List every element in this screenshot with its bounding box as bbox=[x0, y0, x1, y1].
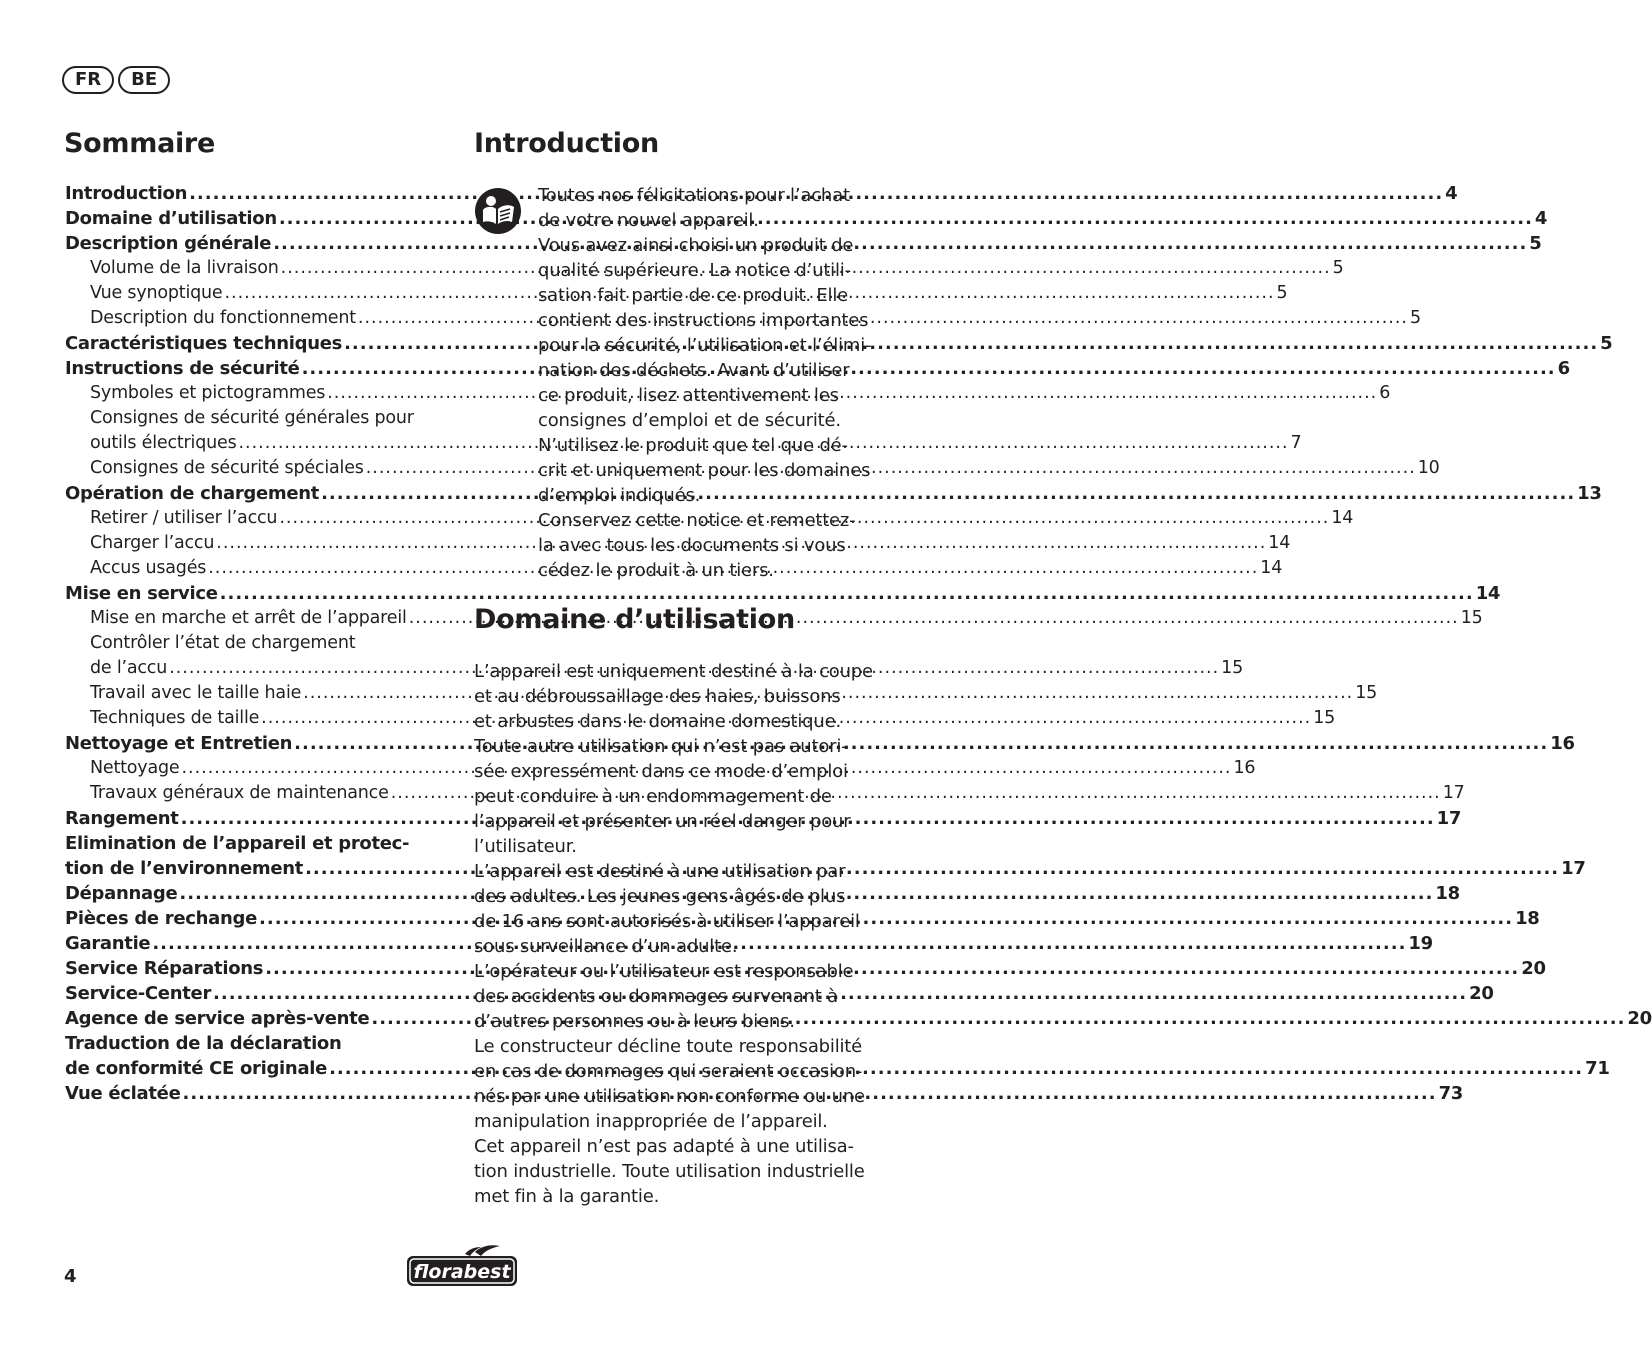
toc-entry-page: 17 bbox=[1436, 808, 1462, 829]
toc-leader-dots bbox=[358, 308, 1408, 328]
text-line: d’autres personnes ou à leurs biens. bbox=[474, 1011, 795, 1032]
toc-entry-page: 10 bbox=[1417, 458, 1440, 478]
toc-entry-title: Accus usagés bbox=[90, 558, 207, 578]
toc-leader-dots bbox=[265, 958, 1519, 979]
text-line: nation des déchets. Avant d’utiliser bbox=[538, 360, 850, 381]
toc-entry bbox=[65, 408, 444, 433]
toc-entry-page: 5 bbox=[1529, 233, 1542, 254]
toc-entry-page: 73 bbox=[1438, 1083, 1464, 1104]
toc-entry-page: 16 bbox=[1233, 758, 1256, 778]
text-line: des accidents ou dommages survenant à bbox=[474, 986, 838, 1007]
toc-entry-title: Introduction bbox=[65, 183, 188, 204]
text-line: sée expressément dans ce mode d’emploi bbox=[474, 761, 848, 782]
text-line: Conservez cette notice et remettez- bbox=[538, 510, 856, 531]
toc-entry-page: 4 bbox=[1534, 208, 1548, 229]
read-manual-icon bbox=[474, 187, 522, 235]
toc-entry-page: 14 bbox=[1268, 533, 1291, 553]
toc-entry-title: Service-Center bbox=[65, 983, 212, 1004]
logo-text: florabest bbox=[413, 1261, 511, 1283]
text-line: et au débroussaillage des haies, buissons bbox=[474, 686, 841, 707]
text-line: ce produit, lisez attentivement les bbox=[538, 385, 839, 406]
text-line: tion industrielle. Toute utilisation industrielle bbox=[474, 1161, 865, 1182]
text-line: sous surveillance d’un adulte. bbox=[474, 936, 738, 957]
toc-entry-title: Mise en service bbox=[65, 583, 218, 604]
toc-leader-dots bbox=[279, 208, 1533, 229]
toc-entry-page: 20 bbox=[1469, 983, 1494, 1004]
toc-entry-title: tion de l’environnement bbox=[65, 858, 304, 879]
introduction-title: Introduction bbox=[474, 128, 659, 159]
toc-entry-page: 71 bbox=[1585, 1058, 1610, 1079]
florabest-logo bbox=[405, 1244, 519, 1290]
toc-entry-page: 15 bbox=[1221, 658, 1244, 678]
toc-entry-page: 14 bbox=[1260, 558, 1283, 578]
toc-entry-title: Caractéristiques techniques bbox=[65, 333, 343, 354]
text-line: Le constructeur décline toute responsabilité bbox=[474, 1036, 863, 1057]
text-line: Toute autre utilisation qui n’est pas autori- bbox=[474, 736, 848, 757]
toc-entry-page: 18 bbox=[1435, 883, 1460, 904]
toc-entry-title: Agence de service après-vente bbox=[65, 1008, 370, 1029]
toc-entry-title: Retirer / utiliser l’accu bbox=[90, 508, 278, 528]
domaine-text bbox=[474, 659, 873, 1209]
text-line: d’emploi indiqués. bbox=[538, 485, 701, 506]
toc-entry-title: Domaine d’utilisation bbox=[65, 208, 277, 229]
toc-entry-title: Contrôler l’état de chargement bbox=[90, 633, 356, 653]
toc-entry-title: Opération de chargement bbox=[65, 483, 320, 504]
introduction-text bbox=[538, 183, 871, 583]
text-line: la avec tous les documents si vous bbox=[538, 535, 846, 556]
text-line: Cet appareil n’est pas adapté à une utilisa- bbox=[474, 1136, 854, 1157]
toc-entry bbox=[65, 833, 444, 858]
toc-entry-page: 15 bbox=[1355, 683, 1378, 703]
toc-entry-title: Description générale bbox=[65, 233, 272, 254]
toc-leader-dots bbox=[259, 908, 1513, 929]
toc-entry-title: de l’accu bbox=[90, 658, 168, 678]
toc-entry-page: 17 bbox=[1561, 858, 1586, 879]
toc-entry-title: Service Réparations bbox=[65, 958, 264, 979]
toc-entry-title: Consignes de sécurité générales pour bbox=[90, 408, 414, 428]
toc-entry-title: Garantie bbox=[65, 933, 151, 954]
text-line: l’appareil et présenter un réel danger pour bbox=[474, 811, 851, 832]
toc-entry-page: 13 bbox=[1577, 483, 1602, 504]
toc-entry-title: Traduction de la déclaration bbox=[65, 1033, 342, 1054]
toc-entry-title: Volume de la livraison bbox=[90, 258, 279, 278]
text-line: nés par une utilisation non conforme ou une bbox=[474, 1086, 865, 1107]
toc-entry-page: 17 bbox=[1442, 783, 1465, 803]
toc-entry bbox=[65, 633, 444, 658]
toc-entry-page: 5 bbox=[1409, 308, 1421, 328]
toc-entry-title: Elimination de l’appareil et protec- bbox=[65, 833, 410, 854]
language-badge-fr: FR bbox=[62, 66, 114, 94]
toc-leader-dots bbox=[220, 583, 1474, 604]
toc-entry-page: 18 bbox=[1515, 908, 1540, 929]
text-line: L’opérateur ou l’utilisateur est responsable bbox=[474, 961, 854, 982]
toc-entry-page: 19 bbox=[1408, 933, 1433, 954]
toc-entry bbox=[65, 583, 1501, 608]
language-badge-be: BE bbox=[118, 66, 170, 94]
toc-entry-page: 5 bbox=[1600, 333, 1613, 354]
toc-entry-page: 20 bbox=[1627, 1008, 1652, 1029]
text-line: contient des instructions importantes bbox=[538, 310, 869, 331]
toc-entry-title: Rangement bbox=[65, 808, 179, 829]
text-line: L’appareil est destiné à une utilisation par bbox=[474, 861, 846, 882]
text-line: des adultes. Les jeunes gens âgés de plus bbox=[474, 886, 846, 907]
text-line: manipulation inappropriée de l’appareil. bbox=[474, 1111, 828, 1132]
text-line: pour la sécurité, l’utilisation et l’élimi- bbox=[538, 335, 872, 356]
toc-entry-title: Nettoyage et Entretien bbox=[65, 733, 293, 754]
language-badges bbox=[62, 66, 170, 94]
toc-entry-title: Symboles et pictogrammes bbox=[90, 383, 326, 403]
toc-entry-title: Pièces de rechange bbox=[65, 908, 258, 929]
toc-entry-page: 4 bbox=[1445, 183, 1458, 204]
text-line: qualité supérieure. La notice d’utili- bbox=[538, 260, 851, 281]
toc-entry-title: Mise en marche et arrêt de l’appareil bbox=[90, 608, 407, 628]
toc-entry-page: 16 bbox=[1550, 733, 1575, 754]
toc-entry-page: 5 bbox=[1332, 258, 1344, 278]
toc-entry-title: Vue synoptique bbox=[90, 283, 223, 303]
toc-entry-title: Charger l’accu bbox=[90, 533, 215, 553]
text-line: l’utilisateur. bbox=[474, 836, 577, 857]
toc-entry-page: 15 bbox=[1460, 608, 1483, 628]
text-line: sation fait partie de ce produit. Elle bbox=[538, 285, 849, 306]
toc-entry-page: 20 bbox=[1521, 958, 1546, 979]
domaine-title: Domaine d’utilisation bbox=[474, 604, 795, 635]
toc-entry-title: Dépannage bbox=[65, 883, 178, 904]
toc-entry-title: Travail avec le taille haie bbox=[90, 683, 302, 703]
text-line: Vous avez ainsi choisi un produit de bbox=[538, 235, 854, 256]
text-line: de votre nouvel appareil. bbox=[538, 210, 759, 231]
toc-entry-title: de conformité CE originale bbox=[65, 1058, 328, 1079]
toc-entry-page: 14 bbox=[1475, 583, 1501, 604]
toc-entry-page: 14 bbox=[1331, 508, 1354, 528]
text-line: cédez le produit à un tiers. bbox=[538, 560, 774, 581]
toc-entry-page: 5 bbox=[1276, 283, 1288, 303]
page-number: 4 bbox=[64, 1266, 77, 1287]
toc-entry-page: 6 bbox=[1557, 358, 1570, 379]
toc-entry bbox=[65, 1033, 444, 1058]
text-line: met fin à la garantie. bbox=[474, 1186, 660, 1207]
text-line: L’appareil est uniquement destiné à la coupe bbox=[474, 661, 873, 682]
toc-entry-title: Nettoyage bbox=[90, 758, 180, 778]
text-line: Toutes nos félicitations pour l’achat bbox=[538, 185, 850, 206]
toc-entry-page: 15 bbox=[1313, 708, 1336, 728]
toc-entry-title: Description du fonctionnement bbox=[90, 308, 356, 328]
text-line: en cas de dommages qui seraient occasion- bbox=[474, 1061, 863, 1082]
toc-entry-title: Instructions de sécurité bbox=[65, 358, 300, 379]
toc-leader-dots bbox=[344, 333, 1598, 354]
toc-entry-title: outils électriques bbox=[90, 433, 237, 453]
toc-entry-page: 7 bbox=[1290, 433, 1302, 453]
toc-leader-dots bbox=[321, 483, 1575, 504]
text-line: peut conduire à un endommagement de bbox=[474, 786, 832, 807]
toc-entry-title: Travaux généraux de maintenance bbox=[90, 783, 389, 803]
toc-entry-title: Vue éclatée bbox=[65, 1083, 181, 1104]
text-line: de 16 ans sont autorisés à utiliser l’appareil bbox=[474, 911, 860, 932]
text-line: crit et uniquement pour les domaines bbox=[538, 460, 871, 481]
toc-entry-title: Techniques de taille bbox=[90, 708, 260, 728]
text-line: consignes d’emploi et de sécurité. bbox=[538, 410, 841, 431]
toc-leader-dots bbox=[273, 233, 1527, 254]
text-line: et arbustes dans le domaine domestique. bbox=[474, 711, 842, 732]
toc-entry-page: 6 bbox=[1379, 383, 1391, 403]
toc-title: Sommaire bbox=[64, 128, 215, 159]
toc-entry-title: Consignes de sécurité spéciales bbox=[90, 458, 364, 478]
text-line: N’utilisez le produit que tel que dé- bbox=[538, 435, 848, 456]
toc-leader-dots bbox=[366, 458, 1416, 478]
toc-leader-dots bbox=[302, 358, 1556, 379]
